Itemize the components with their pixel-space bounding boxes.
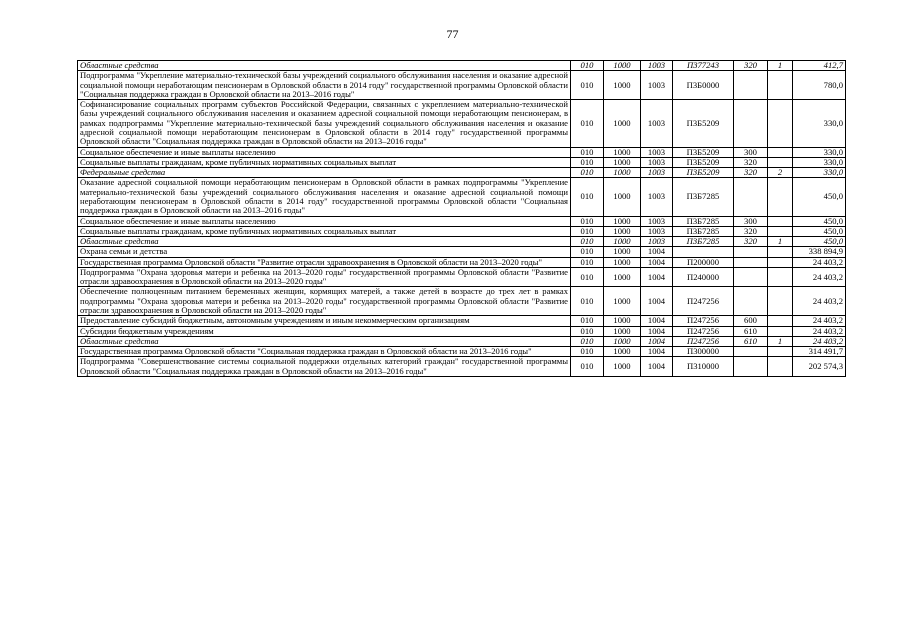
sum-cell: 330,0	[793, 147, 846, 157]
code-gr-cell: 010	[571, 316, 604, 326]
code-pr-cell: 1003	[641, 61, 673, 71]
source-cell: 1	[768, 237, 793, 247]
code-pr-cell: 1003	[641, 71, 673, 100]
code-csr-cell: П247256	[673, 336, 734, 346]
row-name-cell: Подпрограмма "Охрана здоровья матери и ребенка на 2013–2020 годы" государственной программы Орловской области "Развитие отрасли здравоохранения в Орловской области на 2013–2020 годы"	[78, 267, 571, 287]
code-rz-cell: 1000	[604, 157, 641, 167]
code-rz-cell: 1000	[604, 336, 641, 346]
table-row	[78, 287, 846, 316]
row-name-cell: Охрана семьи и детства	[78, 247, 571, 257]
code-rz-cell: 1000	[604, 357, 641, 377]
code-csr-cell	[673, 247, 734, 257]
sum-cell: 412,7	[793, 61, 846, 71]
source-cell	[768, 71, 793, 100]
code-rz-cell: 1000	[604, 168, 641, 178]
code-csr-cell: П3Б0000	[673, 71, 734, 100]
row-name-cell: Подпрограмма "Укрепление материально-технической базы учреждений социального обслуживания населения и оказание адресной социальной помощи неработающим пенсионерам в Орловской области в 2014 году" государственной программы Орловской области "Социальная поддержка граждан в Орловской области на 2013–2016 годы"	[78, 71, 571, 100]
code-gr-cell: 010	[571, 287, 604, 316]
code-rz-cell: 1000	[604, 326, 641, 336]
code-gr-cell: 010	[571, 257, 604, 267]
code-csr-cell: П3Б7285	[673, 216, 734, 226]
code-csr-cell: П200000	[673, 257, 734, 267]
code-vr-cell: 320	[734, 157, 768, 167]
code-pr-cell: 1004	[641, 287, 673, 316]
row-name-cell: Предоставление субсидий бюджетным, автономным учреждениям и иным некоммерческим организациям	[78, 316, 571, 326]
code-vr-cell: 320	[734, 61, 768, 71]
code-csr-cell: П3Б7285	[673, 178, 734, 216]
code-gr-cell: 010	[571, 347, 604, 357]
table-row	[78, 247, 846, 257]
code-rz-cell: 1000	[604, 316, 641, 326]
code-csr-cell: П240000	[673, 267, 734, 287]
code-gr-cell: 010	[571, 237, 604, 247]
sum-cell: 24 403,2	[793, 326, 846, 336]
sum-cell: 314 491,7	[793, 347, 846, 357]
table-body	[78, 61, 846, 377]
code-gr-cell: 010	[571, 326, 604, 336]
sum-cell: 330,0	[793, 157, 846, 167]
source-cell	[768, 216, 793, 226]
table-row	[78, 178, 846, 216]
code-csr-cell: П3Б7285	[673, 226, 734, 236]
table-row	[78, 347, 846, 357]
table-row	[78, 157, 846, 167]
code-pr-cell: 1003	[641, 237, 673, 247]
sum-cell: 24 403,2	[793, 257, 846, 267]
code-rz-cell: 1000	[604, 347, 641, 357]
code-gr-cell: 010	[571, 71, 604, 100]
row-name-cell: Обеспечение полноценным питанием беременных женщин, кормящих матерей, а также детей в возрасте до трех лет в рамках подпрограммы "Охрана здоровья матери и ребенка на 2013–2020 годы" государственной программы Орловской области "Развитие отрасли здравоохранения в Орловской области на 2013–2020 годы"	[78, 287, 571, 316]
source-cell	[768, 226, 793, 236]
source-cell	[768, 267, 793, 287]
source-cell	[768, 247, 793, 257]
code-csr-cell: П3Б5209	[673, 100, 734, 147]
table-row	[78, 357, 846, 377]
sum-cell: 24 403,2	[793, 316, 846, 326]
row-name-cell: Социальное обеспечение и иные выплаты населению	[78, 216, 571, 226]
row-name-cell: Социальные выплаты гражданам, кроме публичных нормативных социальных выплат	[78, 226, 571, 236]
code-gr-cell: 010	[571, 100, 604, 147]
sum-cell: 24 403,2	[793, 287, 846, 316]
code-gr-cell: 010	[571, 267, 604, 287]
row-name-cell: Социальные выплаты гражданам, кроме публичных нормативных социальных выплат	[78, 157, 571, 167]
code-vr-cell: 610	[734, 336, 768, 346]
source-cell	[768, 287, 793, 316]
source-cell	[768, 147, 793, 157]
code-vr-cell: 320	[734, 237, 768, 247]
code-vr-cell: 300	[734, 216, 768, 226]
code-gr-cell: 010	[571, 357, 604, 377]
code-gr-cell: 010	[571, 226, 604, 236]
code-vr-cell	[734, 100, 768, 147]
table-row	[78, 336, 846, 346]
code-csr-cell: П3Б7285	[673, 237, 734, 247]
code-pr-cell: 1004	[641, 267, 673, 287]
code-pr-cell: 1003	[641, 168, 673, 178]
code-pr-cell: 1004	[641, 326, 673, 336]
sum-cell: 780,0	[793, 71, 846, 100]
source-cell	[768, 178, 793, 216]
code-gr-cell: 010	[571, 178, 604, 216]
row-name-cell: Федеральные средства	[78, 168, 571, 178]
code-gr-cell: 010	[571, 247, 604, 257]
sum-cell: 450,0	[793, 178, 846, 216]
code-vr-cell	[734, 267, 768, 287]
code-gr-cell: 010	[571, 168, 604, 178]
row-name-cell: Субсидии бюджетным учреждениям	[78, 326, 571, 336]
table-row	[78, 168, 846, 178]
code-pr-cell: 1004	[641, 336, 673, 346]
sum-cell: 202 574,3	[793, 357, 846, 377]
code-pr-cell: 1004	[641, 257, 673, 267]
code-pr-cell: 1003	[641, 147, 673, 157]
row-name-cell: Областные средства	[78, 336, 571, 346]
code-rz-cell: 1000	[604, 257, 641, 267]
page-number: 77	[446, 27, 459, 41]
sum-cell: 450,0	[793, 237, 846, 247]
code-csr-cell: П3Б5209	[673, 157, 734, 167]
code-rz-cell: 1000	[604, 226, 641, 236]
table-row	[78, 100, 846, 147]
code-pr-cell: 1003	[641, 216, 673, 226]
code-csr-cell: П310000	[673, 357, 734, 377]
source-cell	[768, 316, 793, 326]
sum-cell: 450,0	[793, 216, 846, 226]
sum-cell: 330,0	[793, 168, 846, 178]
source-cell	[768, 347, 793, 357]
table-row	[78, 147, 846, 157]
code-pr-cell: 1003	[641, 157, 673, 167]
row-name-cell: Подпрограмма "Совершенствование системы социальной поддержки отдельных категорий граждан" государственной программы Орловской области "Социальная поддержка граждан в Орловской области на 2013–2016 годы"	[78, 357, 571, 377]
code-vr-cell: 300	[734, 147, 768, 157]
source-cell	[768, 326, 793, 336]
source-cell: 1	[768, 61, 793, 71]
code-pr-cell: 1004	[641, 347, 673, 357]
code-rz-cell: 1000	[604, 247, 641, 257]
row-name-cell: Государственная программа Орловской области "Социальная поддержка граждан в Орловской области на 2013–2016 годы"	[78, 347, 571, 357]
code-vr-cell	[734, 178, 768, 216]
code-rz-cell: 1000	[604, 100, 641, 147]
sum-cell: 450,0	[793, 226, 846, 236]
source-cell: 2	[768, 168, 793, 178]
code-vr-cell	[734, 347, 768, 357]
row-name-cell: Государственная программа Орловской области "Развитие отрасли здравоохранения в Орловской области на 2013–2020 годы"	[78, 257, 571, 267]
code-vr-cell	[734, 71, 768, 100]
code-pr-cell: 1004	[641, 316, 673, 326]
code-gr-cell: 010	[571, 61, 604, 71]
sum-cell: 24 403,2	[793, 336, 846, 346]
row-name-cell: Областные средства	[78, 61, 571, 71]
code-gr-cell: 010	[571, 216, 604, 226]
code-vr-cell	[734, 287, 768, 316]
sum-cell: 24 403,2	[793, 267, 846, 287]
table-row	[78, 226, 846, 236]
sum-cell: 338 894,9	[793, 247, 846, 257]
source-cell	[768, 100, 793, 147]
table-row	[78, 267, 846, 287]
code-vr-cell	[734, 357, 768, 377]
table-row	[78, 257, 846, 267]
code-vr-cell: 320	[734, 226, 768, 236]
budget-table	[77, 60, 846, 377]
row-name-cell: Софинансирование социальных программ субъектов Российской Федерации, связанных с укреплением материально-технической базы учреждений социального обслуживания населения и оказанием адресной социальной помощи неработающим пенсионерам, в рамках подпрограммы "Укрепление материально-технической базы учреждений социального обслуживания населения и оказание адресной социальной помощи неработающим пенсионерам в Орловской области в 2014 году" государственной программы Орловской области "Социальная поддержка граждан в Орловской области на 2013–2016 годы"	[78, 100, 571, 147]
code-rz-cell: 1000	[604, 216, 641, 226]
code-vr-cell: 610	[734, 326, 768, 336]
code-rz-cell: 1000	[604, 237, 641, 247]
row-name-cell: Областные средства	[78, 237, 571, 247]
code-csr-cell: П300000	[673, 347, 734, 357]
code-pr-cell: 1003	[641, 100, 673, 147]
code-pr-cell: 1004	[641, 357, 673, 377]
code-csr-cell: П377243	[673, 61, 734, 71]
code-gr-cell: 010	[571, 157, 604, 167]
table-row	[78, 71, 846, 100]
code-rz-cell: 1000	[604, 71, 641, 100]
source-cell	[768, 257, 793, 267]
table-row	[78, 61, 846, 71]
code-csr-cell: П3Б5209	[673, 147, 734, 157]
code-csr-cell: П3Б5209	[673, 168, 734, 178]
row-name-cell: Оказание адресной социальной помощи неработающим пенсионерам в Орловской области в рамках подпрограммы "Укрепление материально-технической базы учреждений социального обслуживания населения и оказание адресной социальной помощи неработающим пенсионерам в Орловской области в 2014 году" государственной программы Орловской области "Социальная поддержка граждан в Орловской области на 2013–2016 годы"	[78, 178, 571, 216]
table-row	[78, 326, 846, 336]
source-cell	[768, 157, 793, 167]
code-pr-cell: 1003	[641, 178, 673, 216]
source-cell	[768, 357, 793, 377]
code-gr-cell: 010	[571, 336, 604, 346]
code-vr-cell: 600	[734, 316, 768, 326]
code-vr-cell	[734, 247, 768, 257]
sum-cell: 330,0	[793, 100, 846, 147]
code-rz-cell: 1000	[604, 267, 641, 287]
code-csr-cell: П247256	[673, 326, 734, 336]
table-row	[78, 237, 846, 247]
code-rz-cell: 1000	[604, 178, 641, 216]
code-vr-cell: 320	[734, 168, 768, 178]
table-row	[78, 216, 846, 226]
code-rz-cell: 1000	[604, 287, 641, 316]
row-name-cell: Социальное обеспечение и иные выплаты населению	[78, 147, 571, 157]
code-csr-cell: П247256	[673, 287, 734, 316]
table-row	[78, 316, 846, 326]
source-cell: 1	[768, 336, 793, 346]
code-gr-cell: 010	[571, 147, 604, 157]
code-pr-cell: 1004	[641, 247, 673, 257]
code-pr-cell: 1003	[641, 226, 673, 236]
code-vr-cell	[734, 257, 768, 267]
code-csr-cell: П247256	[673, 316, 734, 326]
code-rz-cell: 1000	[604, 61, 641, 71]
code-rz-cell: 1000	[604, 147, 641, 157]
